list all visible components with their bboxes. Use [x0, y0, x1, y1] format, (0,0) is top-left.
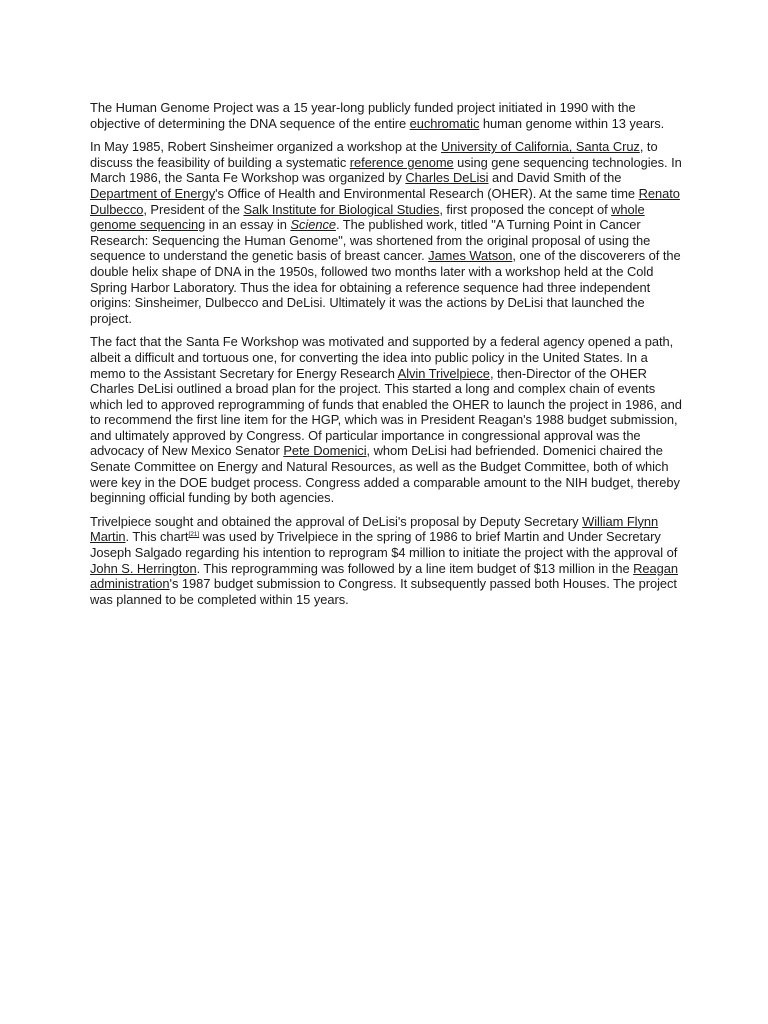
text-run: , then-Director of the OHER Charles DeLisi outlined a broad plan for the project. This started a long and complex chain of events which led to approved reprogramming of funds that enabled the OHER to launch the project in 1986, and to recommend the first line item for the HGP, which was in President Reagan's 1988 budget submission, and ultimately approved by Congress. Of particular importance in congressional approval was the advocacy of New Mexico Senator	[90, 365, 682, 459]
paragraph-approval	[90, 514, 682, 608]
text-run: in an essay in	[205, 217, 291, 233]
link-whole-genome-sequencing[interactable]: whole genome sequencing	[90, 201, 645, 233]
link-alvin-trivelpiece[interactable]: Alvin Trivelpiece	[397, 365, 490, 381]
text-run: Trivelpiece sought and obtained the approval of DeLisi's proposal by Deputy Secretary	[90, 513, 583, 529]
link-pete-domenici[interactable]: Pete Domenici	[283, 443, 367, 459]
text-run: 's 1987 budget submission to Congress. It subsequently passed both Houses. The project was planned to be completed within 15 years.	[90, 576, 677, 607]
paragraph-intro	[90, 100, 682, 131]
document-page	[90, 100, 682, 615]
link-department-of-energy[interactable]: Department of Energy	[90, 185, 216, 201]
link-salk-institute[interactable]: Salk Institute for Biological Studies	[243, 201, 440, 217]
text-run: . This chart	[125, 529, 189, 545]
text-run: , President of the	[143, 201, 244, 217]
link-reagan-administration[interactable]: Reagan administration	[90, 560, 678, 592]
text-run: . This reprogramming was followed by a line item budget of $13 million in the	[196, 560, 634, 576]
text-run: using gene sequencing technologies. In March 1986, the Santa Fe Workshop was organized by	[90, 154, 682, 186]
text-run: , whom DeLisi had befriended. Domenici chaired the Senate Committee on Energy and Natural Resources, as well as the Budget Committee, both of which were key in the DOE budget process. Congress added a comparable amount to the NIH budget, thereby beginning official funding by both agencies.	[90, 443, 680, 506]
link-reference-genome[interactable]: reference genome	[349, 154, 454, 170]
link-science[interactable]: Science	[290, 217, 336, 233]
link-uc-santa-cruz[interactable]: University of California, Santa Cruz	[441, 139, 640, 155]
text-run: . The published work, titled "A Turning Point in Cancer Research: Sequencing the Human Genome", was shortened from the original proposal of using the sequence to understand the genetic basis of breast cancer.	[90, 217, 651, 264]
text-run: In May 1985, Robert Sinsheimer organized a workshop at the	[90, 139, 442, 155]
text-run: 's Office of Health and Environmental Research (OHER). At the same time	[215, 185, 639, 201]
paragraph-history	[90, 139, 682, 326]
link-renato-dulbecco[interactable]: Renato Dulbecco	[90, 185, 680, 217]
text-run: The Human Genome Project was a 15 year-long publicly funded project initiated in 1990 with the objective of determining the DNA sequence of the entire	[90, 100, 636, 131]
text-run: and David Smith of the	[488, 170, 622, 186]
paragraph-funding	[90, 334, 682, 506]
link-euchromatic[interactable]: euchromatic	[409, 115, 480, 131]
text-run: , first proposed the concept of	[439, 201, 612, 217]
link-john-herrington[interactable]: John S. Herrington	[90, 560, 197, 576]
link-charles-delisi[interactable]: Charles DeLisi	[405, 170, 489, 186]
text-run: human genome within 13 years.	[479, 115, 665, 131]
link-william-flynn-martin[interactable]: William Flynn Martin	[90, 513, 659, 545]
text-run: , to discuss the feasibility of building a systematic	[90, 139, 658, 170]
text-run: The fact that the Santa Fe Workshop was motivated and supported by a federal agency opened a path, albeit a difficult and tortuous one, for converting the idea into public policy in the United States. In a memo to the Assistant Secretary for Energy Research	[90, 334, 674, 381]
citation-21[interactable]: [21]	[188, 531, 200, 539]
link-james-watson[interactable]: James Watson	[428, 248, 513, 264]
text-run: was used by Trivelpiece in the spring of 1986 to brief Martin and Under Secretary Joseph Salgado regarding his intention to reprogram $4 million to initiate the project with the approval of	[90, 529, 678, 561]
text-run: , one of the discoverers of the double helix shape of DNA in the 1950s, followed two months later with a workshop held at the Cold Spring Harbor Laboratory. Thus the idea for obtaining a reference sequence had three independent origins: Sinsheimer, Dulbecco and DeLisi. Ultimately it was the actions by DeLisi that launched the project.	[90, 248, 681, 326]
